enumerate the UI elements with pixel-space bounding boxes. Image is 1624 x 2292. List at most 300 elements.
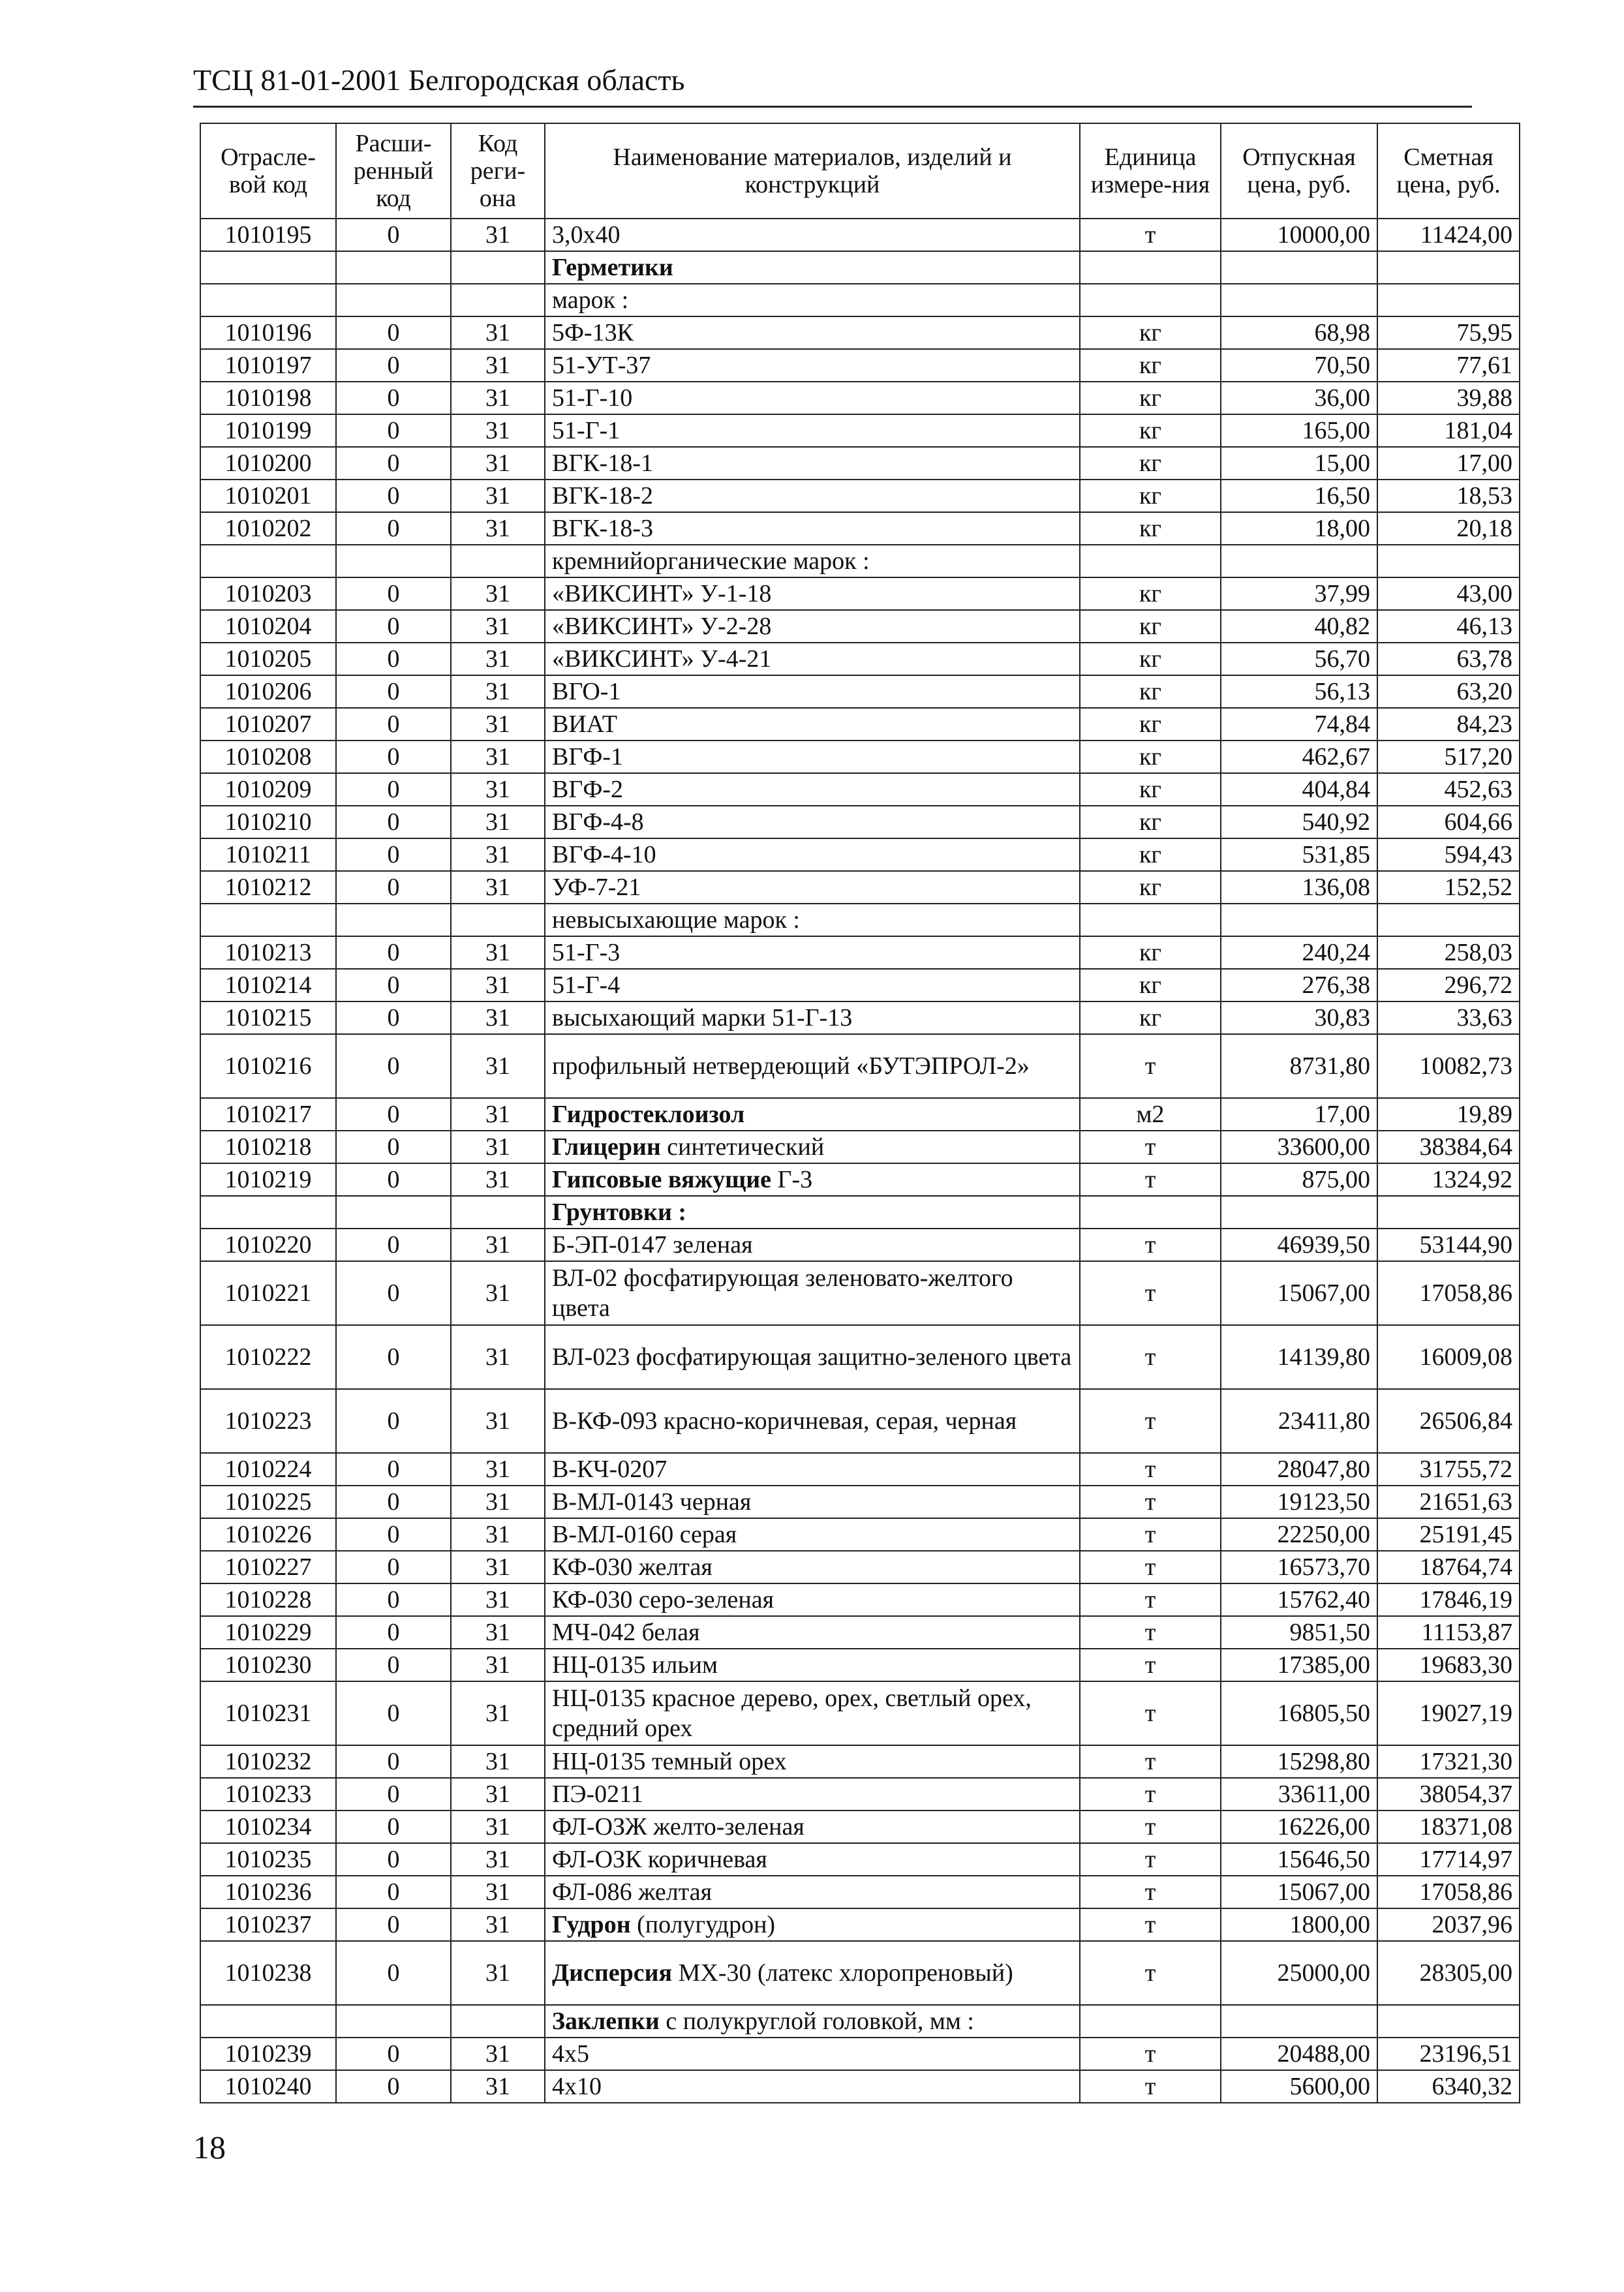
table-row [200,643,1520,675]
cell-release-price: 276,38 [1221,969,1377,1001]
cell-region-code: 31 [451,871,545,904]
cell-unit: т [1080,1034,1221,1098]
cell-estimate-price: 152,52 [1377,871,1520,904]
cell-extended-code: 0 [336,1389,451,1453]
table-row [200,1131,1520,1163]
cell-release-price: 22250,00 [1221,1518,1377,1551]
table-row [200,1163,1520,1196]
cell-name [545,838,1080,871]
cell-unit: кг [1080,871,1221,904]
table-row [200,1843,1520,1876]
cell-branch-code: 1010207 [200,708,336,741]
cell-estimate-price [1377,251,1520,284]
cell-name [545,1616,1080,1649]
table-row [200,1034,1520,1098]
cell-estimate-price: 63,78 [1377,643,1520,675]
cell-branch-code: 1010202 [200,512,336,545]
cell-release-price: 15067,00 [1221,1261,1377,1325]
cell-estimate-price: 63,20 [1377,675,1520,708]
item-name: ВГК-18-2 [552,482,653,510]
cell-extended-code: 0 [336,1551,451,1583]
cell-release-price: 17,00 [1221,1098,1377,1131]
cell-estimate-price: 26506,84 [1377,1389,1520,1453]
page-number: 18 [193,2129,226,2165]
cell-name [545,1551,1080,1583]
cell-extended-code: 0 [336,773,451,806]
cell-region-code: 31 [451,806,545,838]
cell-unit: кг [1080,806,1221,838]
cell-release-price: 15646,50 [1221,1843,1377,1876]
cell-unit: кг [1080,708,1221,741]
cell-branch-code: 1010235 [200,1843,336,1876]
cell-branch-code: 1010221 [200,1261,336,1325]
cell-region-code [451,2005,545,2038]
cell-name [545,1778,1080,1811]
cell-region-code: 31 [451,969,545,1001]
cell-region-code: 31 [451,480,545,512]
cell-name [545,1583,1080,1616]
cell-release-price [1221,251,1377,284]
cell-name [545,871,1080,904]
cell-name [545,643,1080,675]
cell-name [545,447,1080,480]
cell-unit: т [1080,1616,1221,1649]
cell-unit: т [1080,1551,1221,1583]
cell-release-price: 15762,40 [1221,1583,1377,1616]
cell-estimate-price: 17,00 [1377,447,1520,480]
item-name: ВГФ-2 [552,776,623,803]
table-row [200,512,1520,545]
table-row [200,1001,1520,1034]
cell-release-price [1221,545,1377,577]
table-row [200,969,1520,1001]
cell-branch-code: 1010203 [200,577,336,610]
item-name: В-МЛ-0160 серая [552,1521,737,1548]
item-name: 3,0х40 [552,221,620,249]
cell-extended-code: 0 [336,1876,451,1908]
category-label: Дисперсия [552,1959,673,1987]
cell-extended-code: 0 [336,969,451,1001]
item-name: 51-УТ-37 [552,352,651,379]
cell-name [545,806,1080,838]
table-row [200,871,1520,904]
table-row [200,1876,1520,1908]
cell-estimate-price: 17321,30 [1377,1745,1520,1778]
cell-extended-code: 0 [336,936,451,969]
cell-region-code: 31 [451,708,545,741]
cell-estimate-price: 10082,73 [1377,1034,1520,1098]
cell-region-code: 31 [451,512,545,545]
table-row [200,1583,1520,1616]
table-row [200,806,1520,838]
cell-region-code: 31 [451,1486,545,1518]
cell-unit: т [1080,1811,1221,1843]
cell-branch-code: 1010216 [200,1034,336,1098]
cell-release-price: 15067,00 [1221,1876,1377,1908]
cell-name [545,1843,1080,1876]
category-label: Герметики [552,254,673,281]
cell-estimate-price: 19027,19 [1377,1681,1520,1745]
table-row [200,708,1520,741]
cell-estimate-price: 296,72 [1377,969,1520,1001]
cell-branch-code: 1010201 [200,480,336,512]
cell-unit: т [1080,219,1221,251]
item-name: Б-ЭП-0147 зеленая [552,1231,753,1259]
cell-region-code: 31 [451,447,545,480]
cell-name [545,1131,1080,1163]
cell-extended-code: 0 [336,675,451,708]
cell-name [545,741,1080,773]
cell-extended-code [336,545,451,577]
cell-region-code: 31 [451,1229,545,1261]
cell-branch-code: 1010213 [200,936,336,969]
cell-unit: кг [1080,414,1221,447]
cell-release-price: 40,82 [1221,610,1377,643]
cell-extended-code: 0 [336,447,451,480]
item-name: ФЛ-ОЗЖ желто-зеленая [552,1813,804,1841]
item-name: УФ-7-21 [552,874,641,901]
cell-extended-code: 0 [336,349,451,382]
cell-name [545,1034,1080,1098]
cell-release-price: 25000,00 [1221,1941,1377,2005]
cell-release-price: 30,83 [1221,1001,1377,1034]
cell-extended-code: 0 [336,741,451,773]
item-name: синтетический [660,1133,825,1161]
item-name: 4х5 [552,2040,589,2068]
cell-release-price: 17385,00 [1221,1649,1377,1681]
item-name: ВГО-1 [552,678,621,705]
cell-name [545,936,1080,969]
item-name: 51-Г-3 [552,939,620,966]
cell-estimate-price: 17058,86 [1377,1261,1520,1325]
item-name: ПЭ-0211 [552,1780,643,1808]
cell-branch-code: 1010234 [200,1811,336,1843]
item-name: ВЛ-023 фосфатирующая защитно-зеленого цвета [552,1343,1072,1371]
item-name: марок : [552,286,629,314]
cell-estimate-price: 77,61 [1377,349,1520,382]
cell-extended-code: 0 [336,1941,451,2005]
cell-branch-code: 1010214 [200,969,336,1001]
cell-name [545,675,1080,708]
table-row [200,1649,1520,1681]
table-row [200,219,1520,251]
cell-region-code: 31 [451,219,545,251]
item-name: с полукруглой головкой, мм : [659,2008,974,2035]
cell-branch-code: 1010199 [200,414,336,447]
cell-extended-code: 0 [336,1908,451,1941]
cell-extended-code: 0 [336,382,451,414]
table-row [200,1229,1520,1261]
table-row [200,251,1520,284]
cell-estimate-price: 11153,87 [1377,1616,1520,1649]
cell-release-price [1221,1196,1377,1229]
cell-release-price: 15298,80 [1221,1745,1377,1778]
cell-unit [1080,904,1221,936]
col-header-estimate-price: Сметная цена, руб. [1377,123,1520,219]
cell-name [545,251,1080,284]
cell-unit [1080,2005,1221,2038]
cell-name [545,1196,1080,1229]
cell-region-code: 31 [451,577,545,610]
cell-name [545,284,1080,316]
cell-unit: кг [1080,1001,1221,1034]
table-row [200,1196,1520,1229]
cell-estimate-price: 2037,96 [1377,1908,1520,1941]
cell-extended-code: 0 [336,316,451,349]
cell-release-price [1221,904,1377,936]
cell-extended-code: 0 [336,1001,451,1034]
cell-release-price: 18,00 [1221,512,1377,545]
cell-extended-code: 0 [336,1131,451,1163]
cell-extended-code: 0 [336,1583,451,1616]
cell-unit: т [1080,1681,1221,1745]
col-header-region-code: Код реги-она [451,123,545,219]
cell-region-code: 31 [451,1518,545,1551]
cell-branch-code: 1010236 [200,1876,336,1908]
cell-release-price: 404,84 [1221,773,1377,806]
cell-region-code: 31 [451,1001,545,1034]
cell-branch-code: 1010210 [200,806,336,838]
cell-name [545,1681,1080,1745]
cell-estimate-price: 21651,63 [1377,1486,1520,1518]
cell-branch-code: 1010200 [200,447,336,480]
cell-branch-code [200,251,336,284]
item-name: профильный нетвердеющий «БУТЭПРОЛ-2» [552,1052,1030,1080]
cell-unit: т [1080,1649,1221,1681]
cell-region-code: 31 [451,1811,545,1843]
cell-extended-code: 0 [336,806,451,838]
table-row [200,1745,1520,1778]
cell-extended-code: 0 [336,871,451,904]
cell-extended-code: 0 [336,1098,451,1131]
cell-release-price: 23411,80 [1221,1389,1377,1453]
category-label: Грунтовки : [552,1199,686,1226]
table-header-row [200,123,1520,219]
category-label: Гудрон [552,1911,631,1938]
cell-branch-code: 1010227 [200,1551,336,1583]
cell-extended-code [336,904,451,936]
table-row [200,1551,1520,1583]
item-name: «ВИКСИНТ» У-2-28 [552,613,772,640]
cell-release-price: 36,00 [1221,382,1377,414]
table-row [200,1941,1520,2005]
cell-branch-code: 1010232 [200,1745,336,1778]
cell-name [545,1261,1080,1325]
cell-unit: кг [1080,447,1221,480]
cell-release-price: 1800,00 [1221,1908,1377,1941]
cell-unit: кг [1080,838,1221,871]
cell-region-code: 31 [451,1616,545,1649]
cell-release-price [1221,284,1377,316]
cell-unit: т [1080,1745,1221,1778]
item-name: «ВИКСИНТ» У-4-21 [552,645,772,673]
cell-branch-code: 1010215 [200,1001,336,1034]
table-row [200,1325,1520,1389]
cell-extended-code: 0 [336,1163,451,1196]
cell-unit: кг [1080,969,1221,1001]
cell-extended-code: 0 [336,1649,451,1681]
cell-estimate-price: 20,18 [1377,512,1520,545]
cell-release-price: 28047,80 [1221,1453,1377,1486]
cell-branch-code: 1010209 [200,773,336,806]
table-row [200,316,1520,349]
cell-estimate-price: 19,89 [1377,1098,1520,1131]
table-row [200,1389,1520,1453]
cell-region-code: 31 [451,2070,545,2103]
cell-estimate-price: 46,13 [1377,610,1520,643]
cell-region-code: 31 [451,1745,545,1778]
cell-name [545,349,1080,382]
col-header-extended-code: Расши-ренный код [336,123,451,219]
item-name: НЦ-0135 красное дерево, орех, светлый орех, средний орех [552,1685,1038,1742]
cell-unit: кг [1080,773,1221,806]
cell-unit: т [1080,1908,1221,1941]
cell-branch-code: 1010224 [200,1453,336,1486]
cell-region-code: 31 [451,1098,545,1131]
cell-estimate-price: 84,23 [1377,708,1520,741]
cell-release-price: 10000,00 [1221,219,1377,251]
cell-name [545,1876,1080,1908]
cell-name [545,512,1080,545]
cell-branch-code: 1010197 [200,349,336,382]
cell-region-code: 31 [451,610,545,643]
cell-unit: т [1080,2038,1221,2070]
category-label: Глицерин [552,1133,661,1161]
cell-unit: т [1080,1261,1221,1325]
table-row [200,1453,1520,1486]
cell-extended-code: 0 [336,512,451,545]
item-name: 51-Г-1 [552,417,620,444]
cell-estimate-price: 11424,00 [1377,219,1520,251]
cell-release-price: 16226,00 [1221,1811,1377,1843]
cell-region-code: 31 [451,1389,545,1453]
item-name: ВИАТ [552,711,618,738]
col-header-name: Наименование материалов, изделий и конструкций [545,123,1080,219]
item-name: ВГФ-4-10 [552,841,656,868]
item-name: 5Ф-13К [552,319,634,346]
cell-name [545,1163,1080,1196]
cell-region-code: 31 [451,773,545,806]
item-name: В-КФ-093 красно-коричневая, серая, черная [552,1407,1017,1435]
cell-estimate-price: 604,66 [1377,806,1520,838]
cell-branch-code: 1010204 [200,610,336,643]
cell-estimate-price: 25191,45 [1377,1518,1520,1551]
cell-release-price: 15,00 [1221,447,1377,480]
cell-name [545,610,1080,643]
cell-name [545,1325,1080,1389]
cell-branch-code: 1010223 [200,1389,336,1453]
cell-estimate-price: 17058,86 [1377,1876,1520,1908]
cell-branch-code [200,284,336,316]
cell-branch-code: 1010237 [200,1908,336,1941]
cell-estimate-price: 19683,30 [1377,1649,1520,1681]
cell-name [545,2070,1080,2103]
cell-branch-code: 1010208 [200,741,336,773]
cell-name [545,414,1080,447]
cell-branch-code [200,1196,336,1229]
table-row [200,1811,1520,1843]
cell-name [545,1389,1080,1453]
cell-estimate-price: 17714,97 [1377,1843,1520,1876]
cell-region-code: 31 [451,1778,545,1811]
cell-release-price: 68,98 [1221,316,1377,349]
cell-extended-code: 0 [336,1843,451,1876]
cell-region-code: 31 [451,1681,545,1745]
cell-region-code: 31 [451,414,545,447]
cell-extended-code: 0 [336,1034,451,1098]
item-name: Г-3 [771,1166,813,1193]
cell-region-code: 31 [451,1908,545,1941]
table-row [200,1098,1520,1131]
cell-branch-code: 1010220 [200,1229,336,1261]
cell-unit: т [1080,1229,1221,1261]
cell-region-code: 31 [451,1843,545,1876]
cell-estimate-price [1377,545,1520,577]
cell-estimate-price: 31755,72 [1377,1453,1520,1486]
cell-unit: т [1080,1583,1221,1616]
table-row [200,936,1520,969]
cell-name [545,480,1080,512]
cell-unit [1080,251,1221,284]
cell-region-code: 31 [451,1941,545,2005]
cell-extended-code [336,1196,451,1229]
cell-unit: т [1080,1163,1221,1196]
item-name: МХ-30 (латекс хлоропреновый) [672,1959,1013,1987]
cell-region-code: 31 [451,838,545,871]
item-name: ВГФ-1 [552,743,623,771]
table-row [200,382,1520,414]
table-row [200,1616,1520,1649]
cell-name [545,969,1080,1001]
table-row [200,1261,1520,1325]
cell-release-price: 462,67 [1221,741,1377,773]
cell-name [545,1649,1080,1681]
cell-estimate-price: 6340,32 [1377,2070,1520,2103]
cell-release-price: 16805,50 [1221,1681,1377,1745]
cell-extended-code: 0 [336,219,451,251]
cell-extended-code: 0 [336,1811,451,1843]
cell-estimate-price: 18,53 [1377,480,1520,512]
table-row [200,2070,1520,2103]
cell-region-code [451,904,545,936]
cell-branch-code: 1010219 [200,1163,336,1196]
cell-estimate-price [1377,284,1520,316]
cell-branch-code: 1010230 [200,1649,336,1681]
table-row [200,838,1520,871]
cell-release-price: 33611,00 [1221,1778,1377,1811]
cell-region-code: 31 [451,1551,545,1583]
cell-extended-code: 0 [336,2070,451,2103]
cell-unit: кг [1080,512,1221,545]
cell-unit: кг [1080,936,1221,969]
cell-extended-code: 0 [336,1229,451,1261]
cell-estimate-price: 517,20 [1377,741,1520,773]
table-row [200,1908,1520,1941]
cell-estimate-price [1377,1196,1520,1229]
cell-estimate-price: 39,88 [1377,382,1520,414]
cell-region-code: 31 [451,1131,545,1163]
cell-release-price: 37,99 [1221,577,1377,610]
table-row [200,1518,1520,1551]
table-row [200,904,1520,936]
price-table [200,123,1520,2103]
cell-region-code [451,1196,545,1229]
cell-branch-code: 1010195 [200,219,336,251]
cell-region-code [451,284,545,316]
table-row [200,349,1520,382]
cell-extended-code: 0 [336,1616,451,1649]
cell-region-code: 31 [451,1325,545,1389]
